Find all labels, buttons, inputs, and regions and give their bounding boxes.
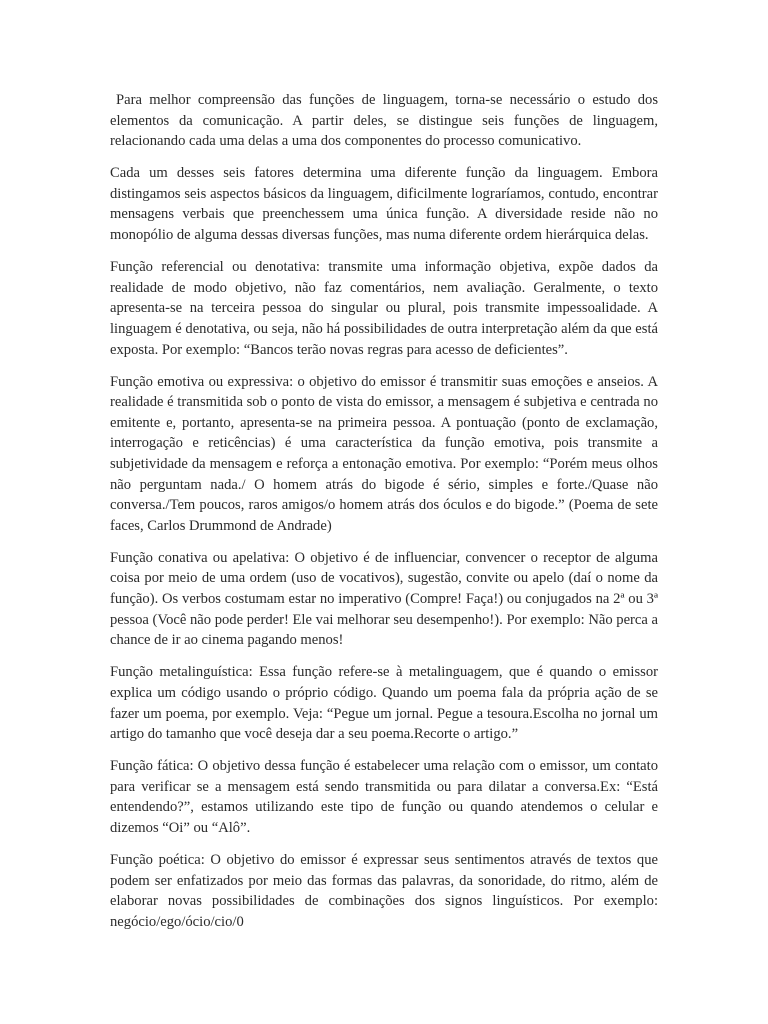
paragraph-poetic-function: Função poética: O objetivo do emissor é expressar seus sentimentos através de textos que podem ser enfatizados por meio das formas das palavras, da sonoridade, do ritmo, além de elaborar novas possibilidades de combinações dos signos linguísticos. Por exemplo: negócio/ego/ócio/cio/0 xyxy=(110,852,658,930)
paragraph-six-factors: Cada um desses seis fatores determina uma diferente função da linguagem. Embora distingamos seis aspectos básicos da linguagem, dificilmente lograríamos, contudo, encontrar mensagens verbais que preenchessem uma única função. A diversidade reside não no monopólio de alguma dessas diversas funções, mas numa diferente ordem hierárquica delas. xyxy=(110,165,658,244)
paragraph-phatic-function: Função fática: O objetivo dessa função é estabelecer uma relação com o emissor, um contato para verificar se a mensagem está sendo transmitida ou para dilatar a conversa.Ex: “Está entendendo?”, estamos utilizando este tipo de função ou quando atendemos o celular e dizemos “Oi” ou “Alô”. xyxy=(110,758,658,836)
paragraph-emotive-function: Função emotiva ou expressiva: o objetivo do emissor é transmitir suas emoções e anseios. A realidade é transmitida sob o ponto de vista do emissor, a mensagem é subjetiva e centrada no emitente e, portanto, apresenta-se na primeira pessoa. A pontuação (ponto de exclamação, interrogação e reticências) é uma característica da função emotiva, pois transmite a subjetividade da mensagem e reforça a entonação emotiva. Por exemplo: “Porém meus olhos não perguntam nada./ O homem atrás do bigode é sério, simples e forte./Quase não conversa./Tem poucos, raros amigos/o homem atrás dos óculos e do bigode.” (Poema de sete faces, Carlos Drummond de Andrade) xyxy=(110,373,658,534)
document-page xyxy=(110,90,658,944)
paragraph-metalinguistic-function: Função metalinguística: Essa função refere-se à metalinguagem, que é quando o emissor explica um código usando o próprio código. Quando um poema fala da própria ação de se fazer um poema, por exemplo. Veja: “Pegue um jornal. Pegue a tesoura.Escolha no jornal um artigo do tamanho que você deseja dar a seu poema.Recorte o artigo.” xyxy=(110,664,658,743)
paragraph-intro: Para melhor compreensão das funções de linguagem, torna-se necessário o estudo dos elementos da comunicação. A partir deles, se distingue seis funções de linguagem, relacionando cada uma delas a uma dos componentes do processo comunicativo. xyxy=(110,92,658,150)
paragraph-conative-function: Função conativa ou apelativa: O objetivo é de influenciar, convencer o receptor de alguma coisa por meio de uma ordem (uso de vocativos), sugestão, convite ou apelo (daí o nome da função). Os verbos costumam estar no imperativo (Compre! Faça!) ou conjugados na 2ª ou 3ª pessoa (Você não pode perder! Ele vai melhorar seu desempenho!). Por exemplo: Não perca a chance de ir ao cinema pagando menos! xyxy=(110,549,658,649)
paragraph-referential-function: Função referencial ou denotativa: transmite uma informação objetiva, expõe dados da realidade de modo objetivo, não faz comentários, nem avaliação. Geralmente, o texto apresenta-se na terceira pessoa do singular ou plural, pois transmite impessoalidade. A linguagem é denotativa, ou seja, não há possibilidades de outra interpretação além da que está exposta. Por exemplo: “Bancos terão novas regras para acesso de deficientes”. xyxy=(110,259,658,358)
